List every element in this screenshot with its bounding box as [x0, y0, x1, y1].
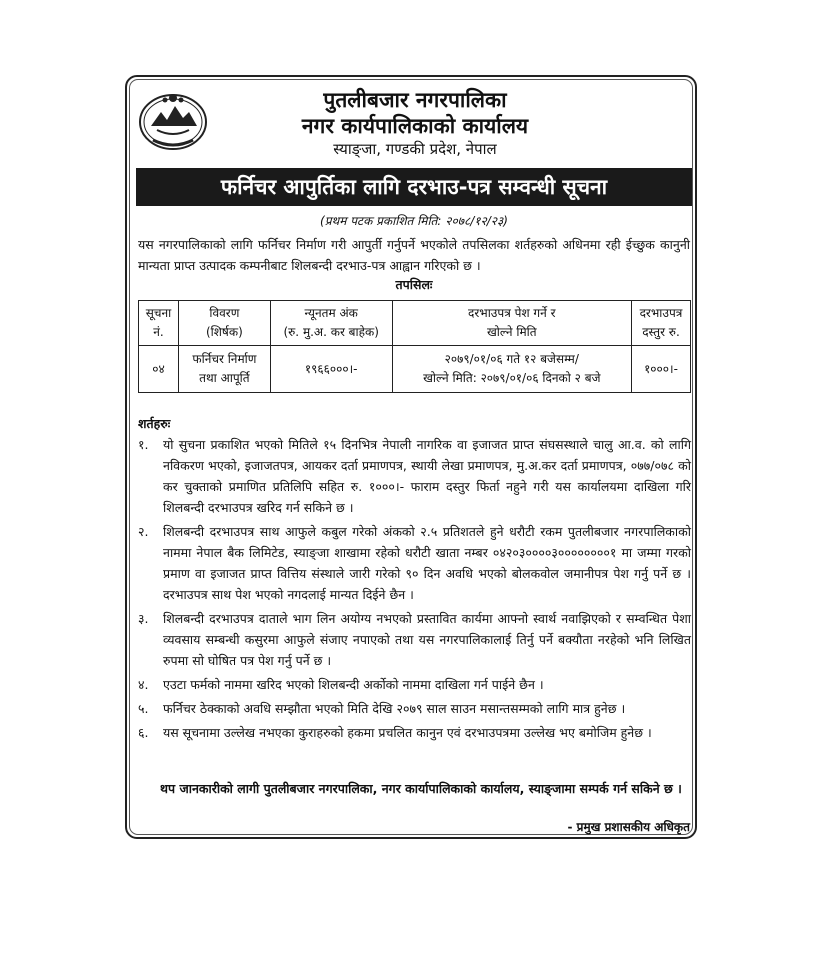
signature: - प्रमुख प्रशासकीय अधिकृत	[567, 820, 690, 834]
list-item: ३. शिलबन्दी दरभाउपत्र दाताले भाग लिन अयोग्य नभएको प्रस्तावित कार्यमा आफ्नो स्वार्थ नवाझिएको र सम्वन्धित पेशा व्यवसाय सम्बन्धी कसुरमा आफुले संजाए नपाएको तथा यस नगरपालिकालाई तिर्नु पर्ने बक्यौता नरहेको भनि लिखित रुपमा सो घोषित पत्र पेश गर्नु पर्ने छ ।	[138, 611, 691, 668]
cell-fee: १०००।-	[631, 346, 690, 393]
list-item: ५. फर्निचर ठेक्काको अवधि सम्झौता भएको मिति देखि २०७९ साल साउन मसान्तसम्मको लागि मात्र हुनेछ ।	[138, 701, 626, 716]
notice-title: फर्निचर आपुर्तिका लागि दरभाउ-पत्र सम्वन्धी सूचना	[136, 168, 692, 206]
intro-paragraph: यस नगरपालिकाको लागि फर्निचर निर्माण गरी आपुर्ती गर्नुपर्ने भएकोले तपसिलका शर्तहरुको अधिनमा रही ईच्छुक कानुनी मान्यता प्राप्त उत्पादक कम्पनीबाट शिलबन्दी दरभाउ-पत्र आह्वान गरिएको छ ।	[138, 237, 690, 273]
list-item: ४. एउटा फर्मको नाममा खरिद भएको शिलबन्दी अर्कोको नाममा दाखिला गर्न पाईने छैन ।	[138, 677, 544, 692]
office-name: नगर कार्यपालिकाको कार्यालय	[301, 114, 529, 138]
table-header-row	[139, 301, 691, 346]
cell-notice-no: ०४	[139, 346, 179, 393]
schedule-table	[138, 300, 691, 393]
conditions-title: शर्तहरुः	[138, 416, 171, 431]
list-item: १. यो सुचना प्रकाशित भएको मितिले १५ दिनभित्र नेपाली नागरिक वा इजाजत प्राप्त संघसस्थाले चालु आ.व. को लागि नविकरण भएको, इजाजतपत्र, आयकर दर्ता प्रमाणपत्र, स्थायी लेखा प्रमाणपत्र, मु.अ.कर दर्ता प्रमाणपत्र, ०७७/०७८ को कर चुक्ताको प्रमाणित प्रतिलिपि सहित रु. १०००।- फाराम दस्तुर फिर्ता नहुने गरी यस कार्यालयमा दाखिला गरि शिलबन्दी दरभाउपत्र खरिद गर्न सकिने छ ।	[138, 437, 691, 515]
schedule-label: तपसिलः	[395, 277, 433, 292]
cell-min-amount: १९६६०००।-	[270, 346, 392, 393]
header-submission-date: दरभाउपत्र पेश गर्ने र खोल्ने मिति	[392, 301, 631, 346]
nepal-emblem-icon	[137, 86, 209, 152]
cell-description: फर्निचर निर्माण तथा आपूर्ति	[178, 346, 270, 393]
header-notice-no: सूचना नं.	[139, 301, 179, 346]
header-fee: दरभाउपत्र दस्तुर रु.	[631, 301, 690, 346]
cell-submission-date: २०७९/०१/०६ गते १२ बजेसम्म/ खोल्ने मिति: २०७९/०१/०६ दिनको २ बजे	[392, 346, 631, 393]
contact-info: थप जानकारीको लागी पुतलीबजार नगरपालिका, नगर कार्यापालिकाको कार्यालय, स्याङ्जामा सम्पर्क गर्न सकिने छ ।	[160, 781, 682, 796]
office-address: स्याङ्जा, गण्डकी प्रदेश, नेपाल	[333, 140, 497, 158]
header-min-amount: न्यूनतम अंक (रु. मु.अ. कर बाहेक)	[270, 301, 392, 346]
conditions-list	[138, 434, 691, 746]
list-item: २. शिलबन्दी दरभाउपत्र साथ आफुले कबुल गरेको अंकको २.५ प्रतिशतले हुने धरौटी रकम पुतलीबजार नगरपालिकाको नाममा नेपाल बैक लिमिटेड, स्याङ्जा शाखामा रहेको धरौटी खाता नम्बर ०४२०३००००३००००००००१ मा जम्मा गरको प्रमाण वा इजाजत प्राप्त वित्तिय संस्थाले जारी गरेको ९० दिन अवधि भएको बोलकवोल जमानीपत्र पेश गर्नु पर्ने छ । दरभाउपत्र साथ पेश भएको नगदलाई मान्यत दिईने छैन ।	[138, 524, 691, 602]
publication-date: (प्रथम पटक प्रकाशित मिति: २०७८/१२/२३)	[320, 214, 508, 228]
header-description: विवरण (शिर्षक)	[178, 301, 270, 346]
table-row	[139, 346, 691, 393]
municipality-name: पुतलीबजार नगरपालिका	[323, 88, 507, 112]
list-item: ६. यस सूचनामा उल्लेख नभएका कुराहरुको हकमा प्रचलित कानुन एवं दरभाउपत्रमा उल्लेख भए बमोजिम हुनेछ ।	[138, 725, 652, 740]
